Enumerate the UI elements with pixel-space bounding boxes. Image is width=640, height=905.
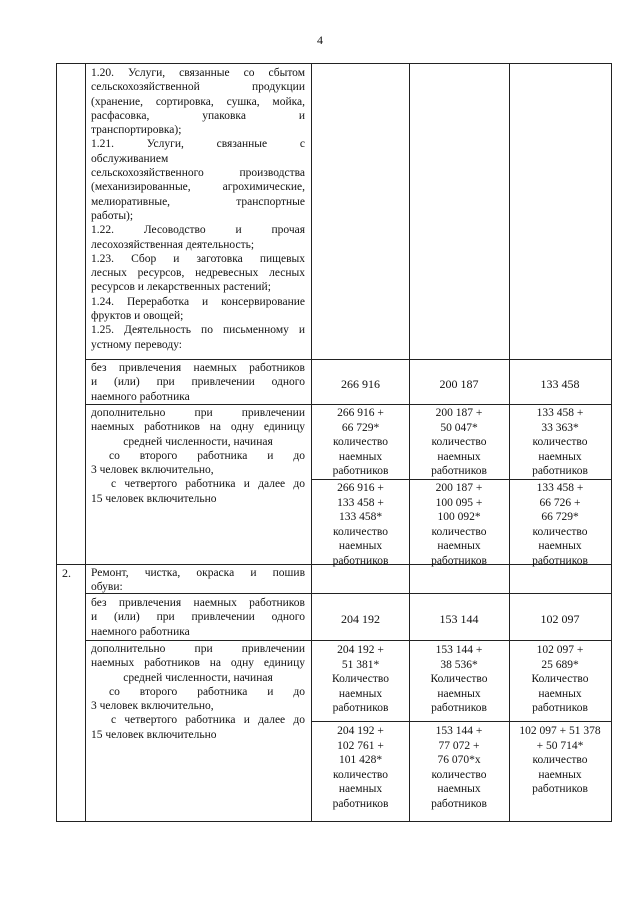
formula-line: 38 536* bbox=[440, 658, 478, 671]
formula-line: работников bbox=[532, 783, 588, 796]
formula-line: наемных bbox=[437, 783, 481, 796]
formula-cell bbox=[509, 643, 611, 716]
formula-line: работников bbox=[431, 554, 487, 567]
text-line: со второго работника и до bbox=[109, 449, 305, 462]
formula-line: работников bbox=[431, 465, 487, 478]
formula-line: количество bbox=[532, 525, 588, 538]
formula-line: 204 192 + bbox=[337, 644, 384, 656]
formula-cell bbox=[311, 481, 410, 569]
text-line: обслуживанием bbox=[91, 152, 169, 165]
text-line: 1.23. Сбор и заготовка пищевых bbox=[91, 252, 305, 265]
formula-line: наемных bbox=[338, 783, 383, 796]
formula-line: количество bbox=[431, 525, 487, 538]
table-top-border bbox=[56, 63, 612, 64]
formula-cell bbox=[311, 643, 410, 716]
table-bottom-border bbox=[56, 821, 612, 822]
formula-line: 77 072 + bbox=[438, 739, 480, 752]
formula-line: наемных bbox=[338, 540, 383, 553]
text-line: наемного работника bbox=[91, 625, 190, 638]
formula-line: количество bbox=[333, 768, 388, 781]
rate-value: 200 187 bbox=[439, 377, 479, 391]
formula-line: количество bbox=[431, 436, 487, 449]
text-line: наемных работников на одну единицу bbox=[91, 421, 305, 434]
text-line: транспортировка); bbox=[91, 124, 182, 137]
table-right-border bbox=[611, 63, 612, 822]
formula-line: 102 097 + 51 378 bbox=[519, 725, 601, 737]
text-line: Ремонт, чистка, окраска и пошив bbox=[91, 567, 305, 579]
text-line: устному переводу: bbox=[91, 338, 182, 351]
text-line: лесохозяйственная деятельность; bbox=[91, 238, 255, 251]
no-employees-label bbox=[91, 596, 305, 639]
text-line: мелиоративные, транспортные bbox=[91, 195, 305, 208]
rate-value: 266 916 bbox=[341, 377, 380, 391]
formula-cell bbox=[509, 481, 611, 569]
formula-line: работников bbox=[532, 554, 588, 567]
text-line: работы); bbox=[91, 209, 134, 222]
formula-line: наемных bbox=[538, 450, 582, 463]
formula-line: 200 187 + bbox=[435, 482, 483, 494]
formula-line: наемных bbox=[338, 687, 383, 700]
formula-cell bbox=[509, 724, 611, 797]
formula-line: количество bbox=[532, 436, 588, 449]
formula-cell bbox=[311, 724, 410, 812]
formula-line: 133 458 + bbox=[337, 496, 384, 509]
formula-line: наемных bbox=[538, 687, 582, 700]
row-divider bbox=[85, 359, 612, 360]
formula-line: 66 729* bbox=[341, 421, 380, 434]
text-line: средней численности, начиная bbox=[123, 435, 273, 448]
text-line: расфасовка, упаковка и bbox=[91, 109, 305, 122]
formula-line: 153 144 + bbox=[435, 725, 483, 737]
text-line: со второго работника и до bbox=[109, 685, 305, 698]
formula-line: 266 916 + bbox=[337, 407, 384, 419]
text-line: без привлечения наемных работников bbox=[91, 362, 305, 374]
text-line: средней численности, начиная bbox=[123, 671, 273, 684]
text-line: 1.20. Услуги, связанные со сбытом bbox=[91, 67, 305, 79]
rate-value: 153 144 bbox=[439, 612, 479, 626]
formula-line: работников bbox=[332, 702, 389, 715]
formula-line: количество bbox=[333, 436, 388, 449]
formula-cell bbox=[409, 481, 509, 569]
formula-line: 133 458* bbox=[338, 511, 383, 524]
formula-line: количество bbox=[431, 768, 487, 781]
additional-employees-label bbox=[91, 642, 305, 742]
text-line: и (или) при привлечении одного bbox=[91, 376, 305, 389]
formula-cell bbox=[509, 406, 611, 479]
formula-line: количество bbox=[532, 754, 588, 767]
text-line: 1.24. Переработка и консервирование bbox=[91, 295, 305, 308]
row-divider bbox=[85, 404, 612, 405]
text-line: наемного работника bbox=[91, 390, 190, 403]
formula-line: 66 729* bbox=[541, 511, 579, 524]
text-line: 1.25. Деятельность по письменному и bbox=[91, 324, 305, 337]
formula-line: работников bbox=[332, 554, 389, 567]
shoe-repair-heading bbox=[91, 566, 305, 595]
text-line: фруктов и овощей; bbox=[91, 310, 184, 323]
formula-line: + 50 714* bbox=[536, 739, 584, 752]
text-line: (механизированные, агрохимические, bbox=[91, 181, 305, 194]
formula-line: наемных bbox=[437, 540, 481, 553]
formula-line: 25 689* bbox=[541, 658, 579, 671]
text-line: (хранение, сортировка, сушка, мойка, bbox=[91, 95, 305, 108]
formula-line: работников bbox=[332, 797, 389, 810]
rate-value: 204 192 bbox=[341, 612, 380, 626]
text-line: и (или) при привлечении одного bbox=[91, 611, 305, 624]
formula-line: работников bbox=[431, 702, 487, 715]
formula-line: 133 458 + bbox=[536, 407, 584, 419]
formula-line: 204 192 + bbox=[337, 725, 384, 737]
text-line: с четвертого работника и далее до bbox=[111, 714, 305, 727]
text-line: обуви: bbox=[91, 581, 123, 594]
formula-line: наемных bbox=[538, 768, 582, 781]
formula-line: работников bbox=[332, 465, 389, 478]
text-line: сельскохозяйственного производства bbox=[91, 167, 305, 180]
formula-line: 76 070*х bbox=[437, 754, 481, 767]
formula-line: наемных bbox=[338, 450, 383, 463]
cell-divider bbox=[311, 721, 612, 722]
text-line: дополнительно при привлечении bbox=[91, 643, 305, 655]
formula-line: количество bbox=[333, 525, 388, 538]
rate-value: 133 458 bbox=[540, 377, 580, 391]
formula-line: 102 097 + bbox=[536, 644, 584, 656]
text-line: лесных ресурсов, недревесных лесных bbox=[91, 267, 305, 280]
formula-line: 200 187 + bbox=[435, 407, 483, 419]
text-line: 15 человек включительно bbox=[91, 728, 217, 741]
text-line: 1.22. Лесоводство и прочая bbox=[91, 224, 305, 237]
formula-line: 100 092* bbox=[437, 511, 481, 524]
text-line: 3 человек включительно, bbox=[91, 700, 214, 713]
formula-cell bbox=[311, 406, 410, 479]
column-divider bbox=[85, 63, 86, 822]
formula-line: Количество bbox=[531, 673, 589, 686]
text-line: 3 человек включительно, bbox=[91, 464, 214, 477]
formula-cell bbox=[409, 643, 509, 716]
formula-line: 100 095 + bbox=[435, 496, 483, 509]
formula-line: наемных bbox=[437, 687, 481, 700]
additional-employees-label bbox=[91, 406, 305, 506]
table-left-border bbox=[56, 63, 57, 822]
text-line: без привлечения наемных работников bbox=[91, 597, 305, 609]
text-line: с четвертого работника и далее до bbox=[111, 478, 305, 491]
formula-line: работников bbox=[431, 797, 487, 810]
text-line: ресурсов и лекарственных растений; bbox=[91, 281, 271, 294]
text-line: 15 человек включительно bbox=[91, 492, 217, 505]
formula-line: Количество bbox=[430, 673, 488, 686]
formula-line: работников bbox=[532, 702, 588, 715]
formula-line: наемных bbox=[538, 540, 582, 553]
text-line: дополнительно при привлечении bbox=[91, 407, 305, 419]
row-number: 2. bbox=[62, 566, 71, 580]
formula-cell bbox=[409, 724, 509, 812]
formula-line: Количество bbox=[332, 673, 389, 686]
row-divider bbox=[85, 640, 612, 641]
rate-value: 102 097 bbox=[540, 612, 580, 626]
formula-line: 101 428* bbox=[338, 754, 383, 767]
formula-cell bbox=[409, 406, 509, 479]
formula-line: 66 726 + bbox=[539, 496, 581, 509]
formula-line: 50 047* bbox=[440, 421, 478, 434]
formula-line: 33 363* bbox=[541, 421, 579, 434]
page-number: 4 bbox=[317, 33, 323, 47]
formula-line: наемных bbox=[437, 450, 481, 463]
activity-list-cell bbox=[91, 66, 305, 352]
no-employees-label bbox=[91, 361, 305, 404]
text-line: сельскохозяйственной продукции bbox=[91, 81, 305, 94]
text-line: 1.21. Услуги, связанные с bbox=[91, 138, 305, 151]
formula-line: работников bbox=[532, 465, 588, 478]
formula-line: 266 916 + bbox=[337, 482, 384, 494]
text-line: наемных работников на одну единицу bbox=[91, 657, 305, 670]
formula-line: 153 144 + bbox=[435, 644, 483, 656]
cell-divider bbox=[311, 479, 612, 480]
formula-line: 51 381* bbox=[341, 658, 380, 671]
formula-line: 102 761 + bbox=[337, 739, 384, 752]
formula-line: 133 458 + bbox=[536, 482, 584, 494]
